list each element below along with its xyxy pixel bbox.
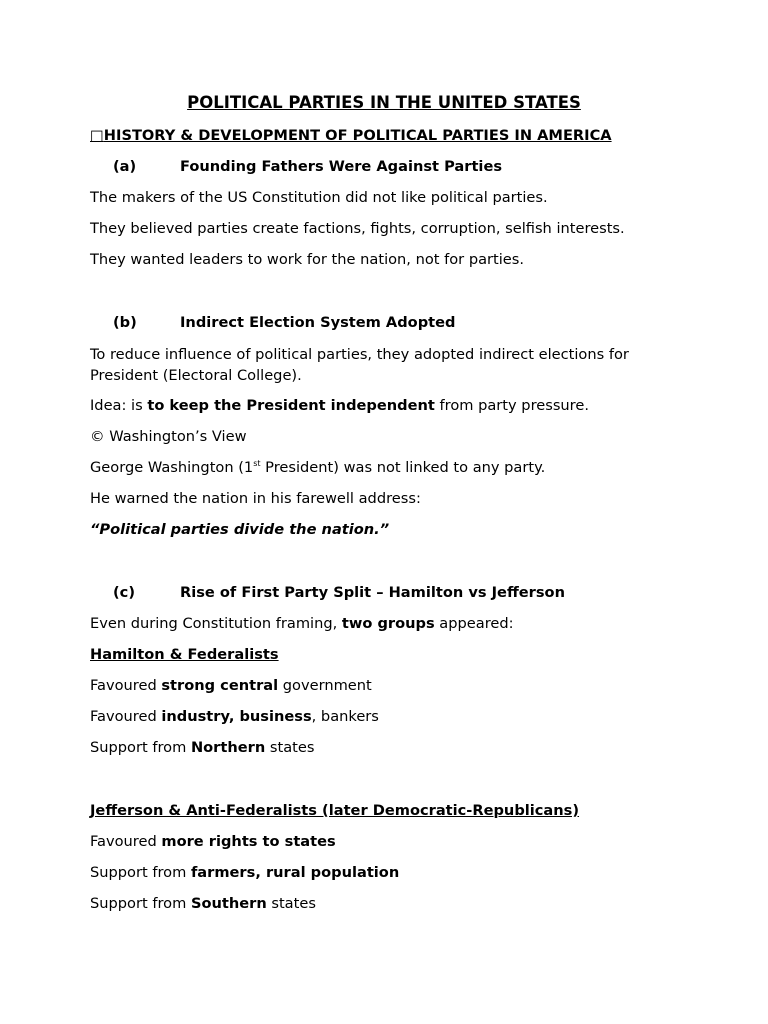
section-b-heading	[113, 313, 455, 333]
item-prefix: Favoured	[90, 677, 162, 694]
hamilton-item-1	[90, 676, 372, 696]
idea-suffix: from party pressure.	[434, 397, 589, 414]
ordinal-superscript: st	[253, 459, 261, 468]
item-emphasis: Northern	[190, 739, 266, 756]
section-b-idea	[90, 396, 589, 416]
section-b-title: Indirect Election System Adopted	[180, 314, 456, 331]
item-emphasis: farmers, rural population	[190, 864, 400, 881]
item-emphasis: industry, business	[161, 708, 312, 725]
item-emphasis: Southern	[190, 895, 267, 912]
section-a-line-3: They wanted leaders to work for the nation, not for parties.	[90, 251, 525, 268]
washington-line	[90, 458, 545, 478]
section-b-label: (b)	[113, 314, 137, 331]
item-emphasis: more rights to states	[161, 833, 336, 850]
item-emphasis: strong central	[161, 677, 279, 694]
intro-prefix: Even during Constitution framing,	[90, 615, 342, 632]
jefferson-item-3	[90, 894, 316, 914]
subtitle-text: HISTORY & DEVELOPMENT OF POLITICAL PARTIES IN AMERICA	[103, 127, 612, 144]
item-suffix: states	[266, 895, 316, 912]
item-prefix: Support from	[90, 739, 191, 756]
section-a-heading	[113, 157, 502, 177]
item-prefix: Support from	[90, 895, 191, 912]
item-suffix: , bankers	[311, 708, 379, 725]
farewell-line: He warned the nation in his farewell address:	[90, 490, 421, 507]
idea-prefix: Idea: is	[90, 397, 148, 414]
washington-prefix: George Washington (1	[90, 459, 254, 476]
item-suffix: government	[278, 677, 372, 694]
subtitle	[90, 126, 612, 146]
washington-view: © Washington’s View	[90, 428, 247, 445]
item-prefix: Favoured	[90, 833, 162, 850]
hamilton-item-2	[90, 707, 379, 727]
washington-quote: “Political parties divide the nation.”	[90, 521, 390, 538]
missing-glyph-icon: □	[90, 127, 104, 144]
item-prefix: Favoured	[90, 708, 162, 725]
intro-suffix: appeared:	[434, 615, 514, 632]
hamilton-heading: Hamilton & Federalists	[90, 646, 279, 663]
idea-emphasis: to keep the President independent	[147, 397, 435, 414]
section-a-label: (a)	[113, 158, 137, 175]
washington-suffix: President) was not linked to any party.	[260, 459, 546, 476]
hamilton-item-3	[90, 738, 314, 758]
section-a-line-2: They believed parties create factions, fights, corruption, selfish interests.	[90, 220, 625, 237]
section-c-intro	[90, 614, 514, 634]
item-suffix: states	[265, 739, 315, 756]
section-a-title: Founding Fathers Were Against Parties	[180, 158, 503, 175]
jefferson-item-2	[90, 863, 399, 883]
item-prefix: Support from	[90, 864, 191, 881]
section-b-paragraph: To reduce influence of political parties, they adopted indirect elections for President (Electoral College).	[90, 346, 629, 384]
page-title: POLITICAL PARTIES IN THE UNITED STATES	[187, 93, 581, 112]
jefferson-heading: Jefferson & Anti-Federalists (later Democratic-Republicans)	[90, 802, 580, 819]
section-a-line-1: The makers of the US Constitution did not like political parties.	[90, 189, 548, 206]
jefferson-item-1	[90, 832, 336, 852]
section-c-title: Rise of First Party Split – Hamilton vs Jefferson	[180, 584, 565, 601]
section-c-heading	[113, 583, 565, 603]
section-c-label: (c)	[113, 584, 135, 601]
intro-emphasis: two groups	[341, 615, 435, 632]
